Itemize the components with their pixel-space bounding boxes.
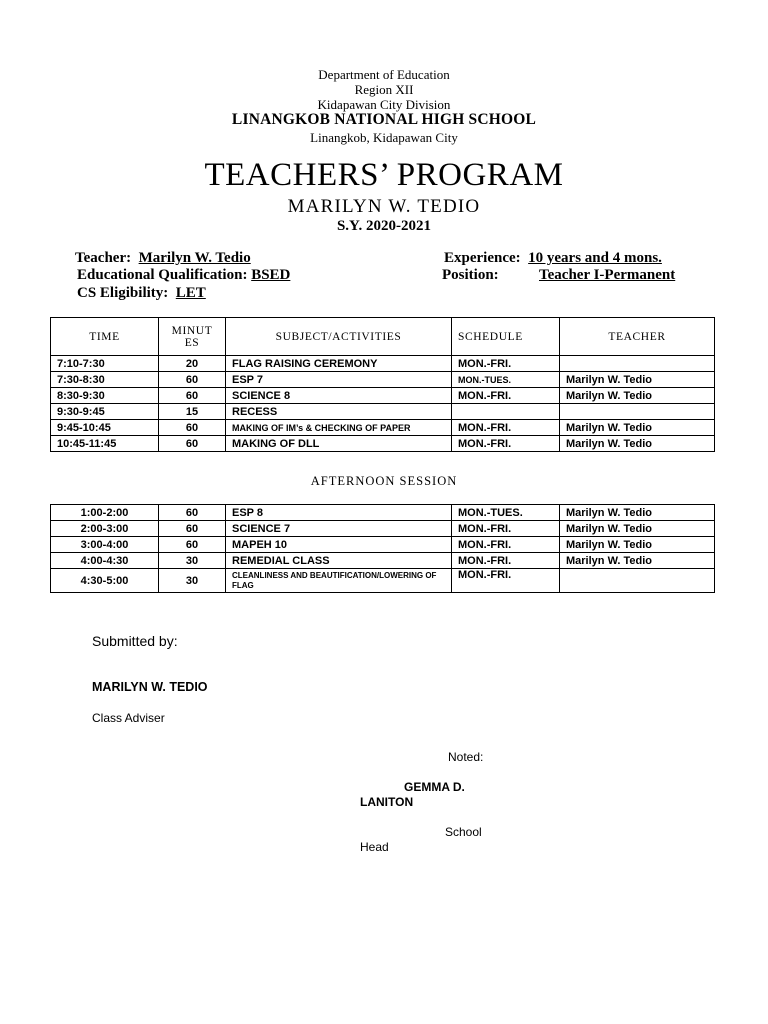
submitter-role: Class Adviser xyxy=(92,711,165,725)
teacher-cell: Marilyn W. Tedio xyxy=(560,420,715,436)
schedule-cell: MON.-FRI. xyxy=(452,553,560,569)
column-subject: SUBJECT/ACTIVITIES xyxy=(226,318,452,356)
time-cell: 1:00-2:00 xyxy=(51,505,159,521)
teacher-label: Teacher: xyxy=(75,250,132,266)
minutes-cell: 60 xyxy=(159,436,226,452)
minutes-cell: 60 xyxy=(159,521,226,537)
qualification-value: BSED xyxy=(251,267,291,283)
position-value: Teacher I-Permanent xyxy=(539,267,676,283)
teacher-cell: Marilyn W. Tedio xyxy=(560,553,715,569)
experience-label: Experience: xyxy=(444,250,521,266)
minutes-cell: 20 xyxy=(159,356,226,372)
subject-cell: SCIENCE 7 xyxy=(226,521,452,537)
school-address: Linangkob, Kidapawan City xyxy=(310,130,458,145)
table-row xyxy=(51,436,715,452)
eligibility-row xyxy=(77,285,206,302)
teacher-name-heading: MARILYN W. TEDIO xyxy=(287,196,481,217)
time-cell: 2:00-3:00 xyxy=(51,521,159,537)
subject-cell: RECESS xyxy=(226,404,452,420)
submitter-name: MARILYN W. TEDIO xyxy=(92,680,208,694)
teacher-value: Marilyn W. Tedio xyxy=(138,250,251,266)
table-row xyxy=(51,569,715,593)
teacher-cell: Marilyn W. Tedio xyxy=(560,537,715,553)
table-row xyxy=(51,521,715,537)
minutes-cell: 30 xyxy=(159,569,226,593)
column-teacher: TEACHER xyxy=(560,318,715,356)
subject-cell: SCIENCE 8 xyxy=(226,388,452,404)
afternoon-schedule-table xyxy=(50,504,715,593)
morning-schedule-table xyxy=(50,317,715,452)
table-row xyxy=(51,388,715,404)
schedule-cell xyxy=(452,404,560,420)
table-header-row xyxy=(51,318,715,356)
schedule-cell: MON.-TUES. xyxy=(452,372,560,388)
time-cell: 9:30-9:45 xyxy=(51,404,159,420)
teacher-cell: Marilyn W. Tedio xyxy=(560,372,715,388)
subject-cell: MAPEH 10 xyxy=(226,537,452,553)
afternoon-session-heading: AFTERNOON SESSION xyxy=(310,474,458,488)
noter-role-line-2: Head xyxy=(360,840,389,854)
table-row xyxy=(51,553,715,569)
table-row xyxy=(51,372,715,388)
table-row xyxy=(51,537,715,553)
time-cell: 7:10-7:30 xyxy=(51,356,159,372)
department-name: Department of Education xyxy=(318,67,450,82)
minutes-cell: 30 xyxy=(159,553,226,569)
subject-cell: ESP 7 xyxy=(226,372,452,388)
position-label: Position: xyxy=(442,267,499,283)
eligibility-label: CS Eligibility: xyxy=(77,285,169,301)
minutes-cell: 60 xyxy=(159,372,226,388)
submitted-by-label: Submitted by: xyxy=(92,633,178,649)
qualification-row xyxy=(77,267,290,284)
schedule-cell: MON.-FRI. xyxy=(452,388,560,404)
subject-cell: MAKING OF IM’s & CHECKING OF PAPER xyxy=(226,420,452,436)
minutes-cell: 60 xyxy=(159,388,226,404)
teacher-cell: Marilyn W. Tedio xyxy=(560,436,715,452)
subject-cell: REMEDIAL CLASS xyxy=(226,553,452,569)
teacher-cell: Marilyn W. Tedio xyxy=(560,388,715,404)
experience-row xyxy=(444,250,662,267)
time-cell: 7:30-8:30 xyxy=(51,372,159,388)
time-cell: 3:00-4:00 xyxy=(51,537,159,553)
school-year: S.Y. 2020-2021 xyxy=(336,218,432,234)
minutes-cell: 60 xyxy=(159,537,226,553)
noter-name-line-1: GEMMA D. xyxy=(404,780,465,794)
time-cell: 4:00-4:30 xyxy=(51,553,159,569)
table-row xyxy=(51,420,715,436)
column-schedule: SCHEDULE xyxy=(452,318,560,356)
column-time: TIME xyxy=(51,318,159,356)
noted-label: Noted: xyxy=(448,750,484,764)
teacher-cell xyxy=(560,356,715,372)
time-cell: 9:45-10:45 xyxy=(51,420,159,436)
minutes-cell: 15 xyxy=(159,404,226,420)
schedule-cell: MON.-FRI. xyxy=(452,537,560,553)
time-cell: 8:30-9:30 xyxy=(51,388,159,404)
schedule-cell: MON.-TUES. xyxy=(452,505,560,521)
time-cell: 10:45-11:45 xyxy=(51,436,159,452)
noter-role-line-1: School xyxy=(445,825,482,839)
subject-cell: FLAG RAISING CEREMONY xyxy=(226,356,452,372)
page-title: TEACHERS’ PROGRAM xyxy=(204,157,564,193)
region-name: Region XII xyxy=(354,82,414,97)
qualification-label: Educational Qualification: xyxy=(77,267,248,283)
subject-cell: MAKING OF DLL xyxy=(226,436,452,452)
eligibility-value: LET xyxy=(175,285,206,301)
teacher-cell xyxy=(560,569,715,593)
schedule-cell: MON.-FRI. xyxy=(452,436,560,452)
teacher-info-row xyxy=(75,250,251,267)
teacher-cell: Marilyn W. Tedio xyxy=(560,521,715,537)
subject-cell: ESP 8 xyxy=(226,505,452,521)
table-row xyxy=(51,404,715,420)
minutes-cell: 60 xyxy=(159,505,226,521)
schedule-cell: MON.-FRI. xyxy=(452,420,560,436)
table-row xyxy=(51,505,715,521)
subject-cell: CLEANLINESS AND BEAUTIFICATION/LOWERING OF FLAG xyxy=(226,569,452,593)
schedule-cell: MON.-FRI. xyxy=(452,521,560,537)
time-cell: 4:30-5:00 xyxy=(51,569,159,593)
teacher-cell xyxy=(560,404,715,420)
minutes-cell: 60 xyxy=(159,420,226,436)
experience-value: 10 years and 4 mons. xyxy=(528,250,662,266)
teacher-cell: Marilyn W. Tedio xyxy=(560,505,715,521)
noter-name-line-2: LANITON xyxy=(360,795,414,809)
school-name: LINANGKOB NATIONAL HIGH SCHOOL xyxy=(231,111,537,128)
table-row xyxy=(51,356,715,372)
column-minutes: MINUT ES xyxy=(159,318,226,356)
schedule-cell: MON.-FRI. xyxy=(452,569,560,593)
schedule-cell: MON.-FRI. xyxy=(452,356,560,372)
division-name: Kidapawan City Division xyxy=(317,97,451,112)
